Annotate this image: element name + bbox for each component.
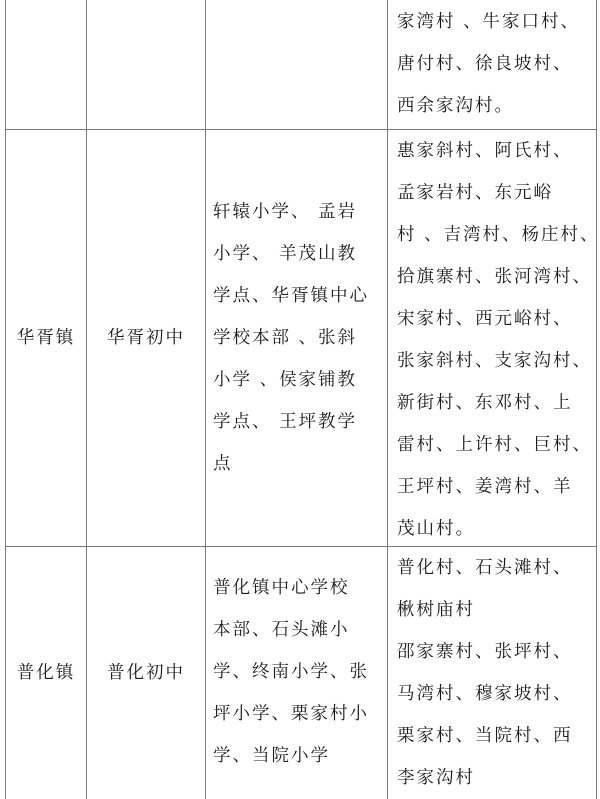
primary-schools-line: 轩辕小学、 孟岩 <box>213 202 358 222</box>
primary-schools-cell <box>213 567 369 777</box>
villages-line: 栗家村、当院村、西 <box>397 726 573 746</box>
villages-line: 王坪村、姜湾村、羊 <box>397 477 573 497</box>
town-name: 华胥镇 <box>16 328 76 348</box>
villages-line: 孟家岩村、东元峪 <box>397 183 553 203</box>
middle-school-cell <box>87 547 205 799</box>
middle-school-cell <box>87 130 205 546</box>
primary-schools-line: 学、当院小学 <box>213 746 330 766</box>
town-cell <box>6 130 86 546</box>
villages-cell <box>397 547 573 799</box>
primary-schools-line: 学点、 王坪教学 <box>213 412 358 432</box>
villages-line: 普化村、石头滩村、 <box>397 558 573 578</box>
villages-line: 茂山村。 <box>397 519 475 539</box>
villages-line: 新街村、东邓村、上 <box>397 393 573 413</box>
villages-line: 拾旗寨村、张河湾村、 <box>397 267 592 287</box>
villages-line: 唐付村、徐良坡村、 <box>397 54 573 74</box>
town-name: 普化镇 <box>16 663 76 683</box>
villages-cell <box>397 1 580 127</box>
villages-line: 楸树庙村 <box>397 600 475 620</box>
villages-line: 家湾村 、牛家口村、 <box>397 12 581 32</box>
town-cell <box>6 547 86 799</box>
villages-line: 张家斜村、支家沟村、 <box>397 351 592 371</box>
middle-school-name: 普化初中 <box>107 663 185 683</box>
primary-schools-line: 小学、 羊茂山教 <box>213 244 358 264</box>
primary-schools-line: 坪小学、栗家村小 <box>213 704 369 724</box>
column-divider-2 <box>205 0 206 799</box>
primary-schools-line: 点 <box>213 454 233 474</box>
primary-schools-line: 学点、华胥镇中心 <box>213 286 369 306</box>
villages-line: 马湾村、穆家坡村、 <box>397 684 573 704</box>
villages-line: 宋家村、西元峪村、 <box>397 309 573 329</box>
villages-line: 邵家寨村、张坪村、 <box>397 642 573 662</box>
primary-schools-cell <box>213 191 369 485</box>
primary-schools-line: 普化镇中心学校 <box>213 578 350 598</box>
column-divider-3 <box>387 0 388 799</box>
villages-line: 李家沟村 <box>397 768 475 788</box>
villages-line: 西余家沟村。 <box>397 96 514 116</box>
middle-school-name: 华胥初中 <box>107 328 185 348</box>
villages-line: 村 、吉湾村、杨庄村、 <box>397 225 600 245</box>
villages-cell <box>397 130 600 550</box>
primary-schools-line: 学、终南小学、张 <box>213 662 369 682</box>
primary-schools-line: 学校本部 、张斜 <box>213 328 358 348</box>
primary-schools-line: 小学 、侯家铺教 <box>213 370 358 390</box>
villages-line: 雷村、上许村、巨村、 <box>397 435 592 455</box>
primary-schools-line: 本部、石头滩小 <box>213 620 350 640</box>
villages-line: 惠家斜村、阿氏村、 <box>397 141 573 161</box>
